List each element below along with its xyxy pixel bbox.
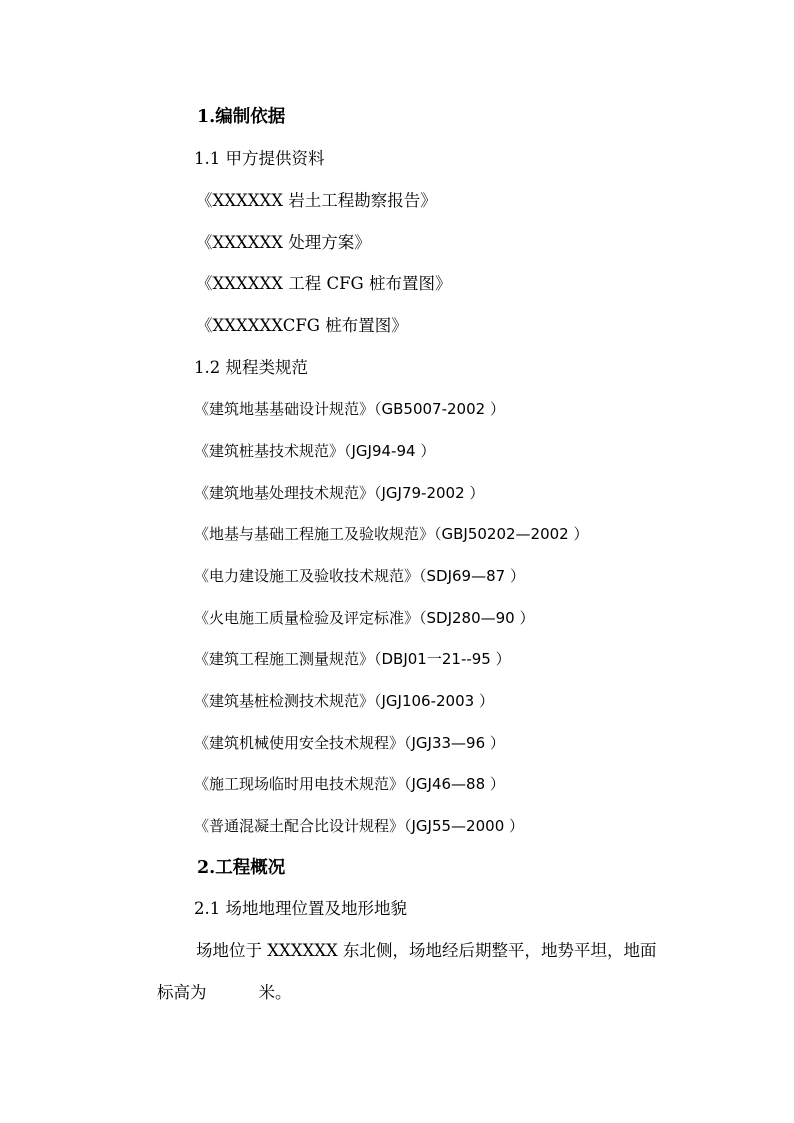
standard-item: 《建筑桩基技术规范》（JGJ94-94 ） bbox=[194, 442, 436, 460]
standard-item: 《建筑基桩检测技术规范》（JGJ106-2003 ） bbox=[194, 692, 494, 710]
standard-item: 《普通混凝土配合比设计规程》（JGJ55—2000 ） bbox=[194, 817, 525, 835]
paragraph-line bbox=[157, 982, 292, 1004]
standard-item: 《施工现场临时用电技术规范》（JGJ46—88 ） bbox=[194, 775, 505, 793]
reference-item: 《XXXXXX 工程 CFG 桩布置图》 bbox=[196, 274, 452, 293]
section-heading: 1.编制依据 bbox=[197, 107, 286, 127]
section-heading: 2.工程概况 bbox=[197, 858, 286, 878]
paragraph-text: 米。 bbox=[258, 983, 292, 1002]
paragraph-text: 标高为 bbox=[157, 983, 207, 1002]
paragraph-line: 场地位于 XXXXXX 东北侧，场地经后期整平，地势平坦，地面 bbox=[196, 941, 657, 960]
standard-item: 《火电施工质量检验及评定标准》（SDJ280—90 ） bbox=[194, 609, 535, 627]
reference-item: 《XXXXXX 处理方案》 bbox=[196, 233, 371, 252]
subsection-title: 1.2 规程类规范 bbox=[194, 358, 308, 377]
subsection-title: 1.1 甲方提供资料 bbox=[194, 149, 325, 168]
standard-item: 《地基与基础工程施工及验收规范》（GBJ50202—2002 ） bbox=[194, 525, 589, 543]
reference-item: 《XXXXXXCFG 桩布置图》 bbox=[196, 316, 408, 335]
reference-item: 《XXXXXX 岩土工程勘察报告》 bbox=[196, 191, 437, 210]
standard-item: 《建筑地基基础设计规范》（GB5007-2002 ） bbox=[194, 400, 505, 418]
standard-item: 《电力建设施工及验收技术规范》（SDJ69—87 ） bbox=[194, 567, 525, 585]
subsection-title: 2.1 场地地理位置及地形地貌 bbox=[194, 899, 407, 918]
standard-item: 《建筑地基处理技术规范》（JGJ79-2002 ） bbox=[194, 484, 485, 502]
standard-item: 《建筑工程施工测量规范》（DBJ01一21--95 ） bbox=[194, 650, 511, 668]
standard-item: 《建筑机械使用安全技术规程》（JGJ33—96 ） bbox=[194, 734, 505, 752]
